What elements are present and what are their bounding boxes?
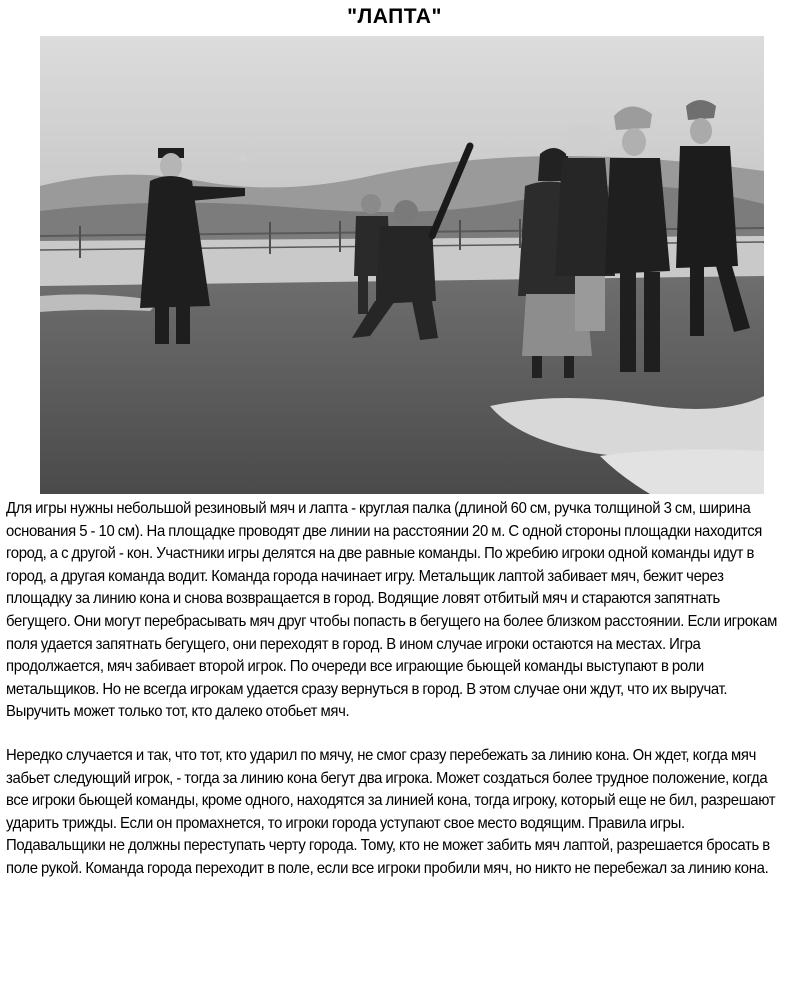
article-text bbox=[6, 498, 782, 881]
page-title: "ЛАПТА" bbox=[347, 5, 442, 28]
lapta-game-photo bbox=[40, 36, 764, 494]
paragraph-2: Нередко случается и так, что тот, кто ударил по мячу, не смог сразу перебежать за линию кона. Он ждет, когда мяч забьет следующий игрок, - тогда за линию кона бегут два игрока. Может создаться более трудное положение, когда все игроки бьющей команды, кроме одного, находятся за линией кона, тогда игроку, который еще не бил, разрешают ударить трижды. Если он промахнется, то игроки города уступают свое место водящим. Правила игры. Подавальщики не должны переступать черту города. Тому, кто не может забить мяч лаптой, разрешается бросать в поле рукой. Команда города переходит в поле, если все игроки пробили мяч, но никто не перебежал за линию кона. bbox=[6, 746, 776, 877]
paragraph-1: Для игры нужны небольшой резиновый мяч и лапта - круглая палка (длиной 60 см, ручка толщиной 3 см, ширина основания 5 - 10 см). На площадке проводят две линии на расстоянии 20 м. С одной стороны площадки находится город, а с другой - кон. Участники игры делятся на две равные команды. По жребию игроки одной команды идут в город, а другая команда водит. Команда города начинает игру. Метальщик лаптой забивает мяч, бежит через площадку за линию кона и снова возвращается в город. Водящие ловят отбитый мяч и стараются запятнать бегущего. Они могут перебрасывать мяч друг чтобы попасть в бегущего на более близком расстоянии. Если игрокам поля удается запятнать бегущего, они переходят в город. В ином случае игроки остаются на местах. Игра продолжается, мяч забивает второй игрок. По очереди все играющие бьющей команды выступают в роли метальщиков. Но не всегда игрокам удается сразу вернуться в город. В этом случае они ждут, что их выручат. Выручить может только тот, кто далеко отобьет мяч. bbox=[6, 500, 778, 721]
